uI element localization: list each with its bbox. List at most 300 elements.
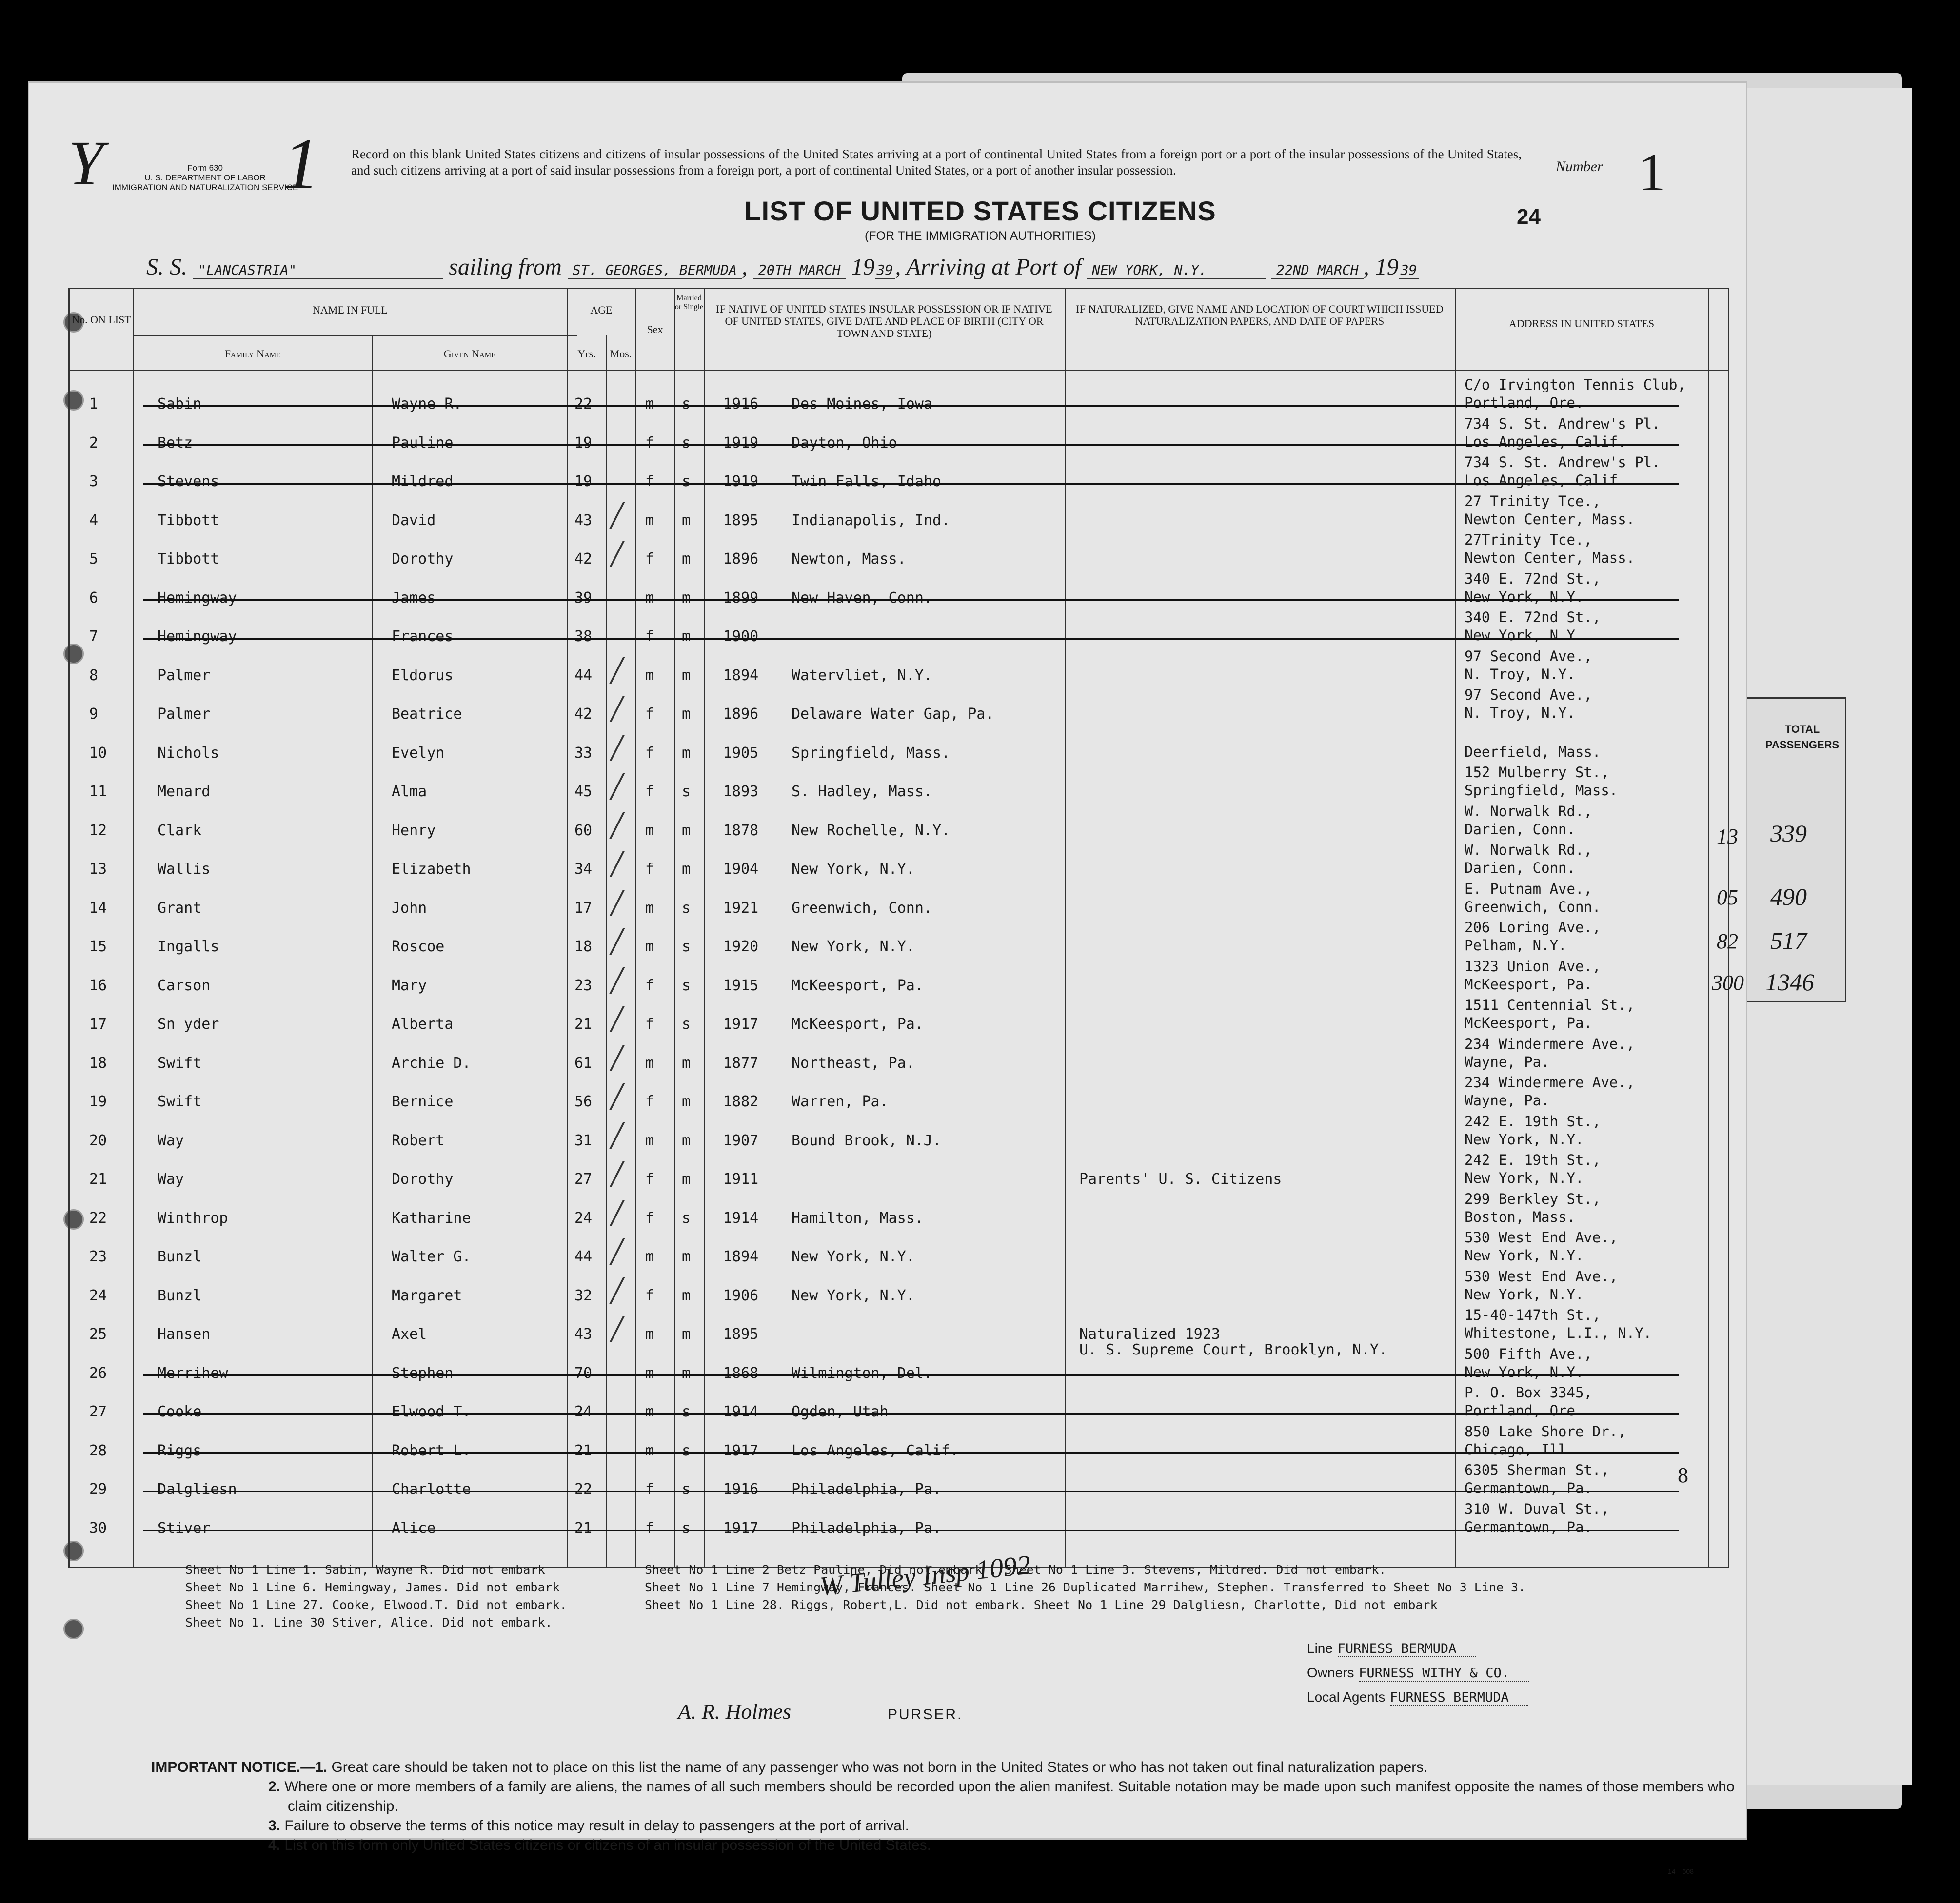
given-name: Stephen xyxy=(392,1364,454,1382)
strikethrough-line xyxy=(143,1374,1679,1376)
form-number: 14—608 xyxy=(1668,1867,1694,1875)
given-name: Wayne R. xyxy=(392,395,462,412)
row-number: 26 xyxy=(89,1364,107,1382)
marital-status: s xyxy=(682,977,691,994)
address-line-1: 734 S. St. Andrew's Pl. xyxy=(1465,454,1661,471)
address-line-2: Whitestone, L.I., N.Y. xyxy=(1465,1325,1652,1341)
header-months: Mos. xyxy=(610,348,632,360)
tick-mark: / xyxy=(611,726,622,769)
address-line-2: New York, N.Y. xyxy=(1465,588,1584,605)
family-name: Tibbott xyxy=(158,550,219,568)
marital-status: m xyxy=(682,1171,691,1188)
marital-status: m xyxy=(682,550,691,568)
header-address: ADDRESS IN UNITED STATES xyxy=(1508,317,1655,330)
age-years: 60 xyxy=(574,822,593,839)
marital-status: s xyxy=(682,783,691,800)
birth-year: 1868 xyxy=(723,1364,759,1382)
form-instructions: Record on this blank United States citizens and citizens of insular possessions of the United States arriving at a port of continental United States from a foreign port or a port of the insular possessions of the United States, and such citizens arriving at a port of said insular possessions from a foreign port, a port of continental United States, or a port of another insular possession. xyxy=(351,147,1522,177)
notice-lead: IMPORTANT NOTICE. xyxy=(151,1759,301,1775)
notes-left xyxy=(185,1561,567,1631)
age-years: 38 xyxy=(574,628,593,645)
family-name: Winthrop xyxy=(158,1209,228,1227)
birth-place: New York, N.Y. xyxy=(792,1287,915,1304)
age-years: 44 xyxy=(574,667,593,684)
row-number: 15 xyxy=(89,938,107,955)
row-number: 28 xyxy=(89,1442,107,1459)
address-line-2: N. Troy, N.Y. xyxy=(1465,666,1575,683)
ship-name: "LANCASTRIA" xyxy=(193,262,443,279)
sex: m xyxy=(645,938,654,955)
marital-status: s xyxy=(682,1519,691,1537)
ss-label: S. S. xyxy=(146,254,187,280)
age-years: 19 xyxy=(574,434,593,451)
birth-place: New Rochelle, N.Y. xyxy=(792,822,950,839)
birth-year: 1914 xyxy=(723,1209,759,1227)
given-name: Beatrice xyxy=(392,706,462,723)
given-name: Robert L. xyxy=(392,1442,471,1459)
sailing-label: sailing from xyxy=(449,254,562,280)
tally-heading xyxy=(1765,722,1839,753)
given-name: Alberta xyxy=(392,1016,454,1033)
departure-date: 20TH MARCH xyxy=(753,262,846,279)
tick-mark: / xyxy=(611,1153,622,1196)
sex: m xyxy=(645,589,654,607)
marital-status: s xyxy=(682,899,691,917)
birth-year: 1915 xyxy=(723,977,759,994)
given-name: Charlotte xyxy=(392,1481,471,1498)
sheet-number: 24 xyxy=(1517,205,1541,229)
family-name: Palmer xyxy=(158,706,211,723)
sex: f xyxy=(645,1287,654,1304)
sex: f xyxy=(645,1171,654,1188)
address-line-1: 27 Trinity Tce., xyxy=(1465,492,1601,510)
tally-left-value: 13 xyxy=(1717,824,1738,848)
address-line-1: W. Norwalk Rd., xyxy=(1465,803,1592,820)
family-name: Riggs xyxy=(158,1442,202,1459)
header-no: No. ON LIST xyxy=(72,314,131,326)
birth-place: McKeesport, Pa. xyxy=(792,1016,924,1033)
row-number: 18 xyxy=(89,1054,107,1072)
family-name: Carson xyxy=(158,977,211,994)
marital-status: s xyxy=(682,434,691,451)
sex: f xyxy=(645,628,654,645)
strikethrough-line xyxy=(143,638,1679,640)
form-id-line: IMMIGRATION AND NATURALIZATION SERVICE xyxy=(112,183,298,192)
given-name: Robert xyxy=(392,1132,445,1149)
row-number: 5 xyxy=(89,550,99,568)
address-line-2: Germantown, Pa. xyxy=(1465,1480,1592,1496)
year-prefix: 19 xyxy=(851,254,875,280)
age-years: 43 xyxy=(574,511,593,529)
birth-place: Ogden, Utah xyxy=(792,1403,889,1420)
strikethrough-line xyxy=(143,599,1679,601)
marital-status: m xyxy=(682,1326,691,1343)
tick-mark: / xyxy=(611,648,622,692)
birth-place: New York, N.Y. xyxy=(792,938,915,955)
address-line-1: 6305 Sherman St., xyxy=(1465,1462,1609,1478)
given-name: Archie D. xyxy=(392,1054,471,1072)
note-line: Sheet No 1. Line 30 Stiver, Alice. Did not embark. xyxy=(185,1615,553,1629)
tick-mark: / xyxy=(611,687,622,730)
sex: m xyxy=(645,1442,654,1459)
number-value: 1 xyxy=(1639,142,1665,202)
age-years: 43 xyxy=(574,1326,593,1343)
row-number: 1 xyxy=(89,395,99,412)
strikethrough-line xyxy=(143,1491,1679,1492)
row-number: 25 xyxy=(89,1326,107,1343)
tick-mark: / xyxy=(611,998,622,1040)
notice-item-number: 3. xyxy=(268,1818,281,1834)
note-line: Sheet No 1 Line 2 Betz Pauline, Did not embark . Sheet No 1 Line 3. Stevens, Mildred. Did not embark. xyxy=(645,1563,1386,1577)
marital-status: m xyxy=(682,822,691,839)
tally-value: 1346 xyxy=(1765,968,1814,996)
address-line-1: 734 S. St. Andrew's Pl. xyxy=(1465,415,1661,432)
sex: m xyxy=(645,1403,654,1420)
family-name: Swift xyxy=(158,1093,202,1110)
age-years: 18 xyxy=(574,938,593,955)
sex: f xyxy=(645,1209,654,1227)
address-line-1: 850 Lake Shore Dr., xyxy=(1465,1423,1626,1440)
notice-item-text: Where one or more members of a family are aliens, the names of all such members should be recorded upon the alien manifest. Suitable notation may be made upon such manifest opposite the names of those members who claim citizenship. xyxy=(284,1779,1735,1814)
marital-status: s xyxy=(682,1016,691,1033)
address-line-2: Springfield, Mass. xyxy=(1465,782,1618,799)
marital-status: m xyxy=(682,511,691,529)
age-years: 19 xyxy=(574,473,593,490)
address-line-2: Germantown, Pa. xyxy=(1465,1518,1592,1535)
notes-right xyxy=(645,1561,1525,1614)
address-line-2: Deerfield, Mass. xyxy=(1465,743,1601,760)
given-name: Dorothy xyxy=(392,1171,454,1188)
sex: m xyxy=(645,1248,654,1265)
note-line: Sheet No 1 Line 1. Sabin, Wayne R. Did not embark xyxy=(185,1563,545,1577)
birth-place: Hamilton, Mass. xyxy=(792,1209,924,1227)
sex: f xyxy=(645,861,654,878)
tally-value: 517 xyxy=(1770,927,1807,954)
birth-place: Delaware Water Gap, Pa. xyxy=(792,706,994,723)
family-name: Bunzl xyxy=(158,1287,202,1304)
address-line-2: Chicago, Ill. xyxy=(1465,1441,1575,1458)
age-years: 70 xyxy=(574,1364,593,1382)
marital-status: s xyxy=(682,1403,691,1420)
row-number: 14 xyxy=(89,899,107,917)
family-name: Cooke xyxy=(158,1403,202,1420)
birth-place: Dayton, Ohio xyxy=(792,434,897,451)
birth-year: 1907 xyxy=(723,1132,759,1149)
birth-year: 1904 xyxy=(723,861,759,878)
marital-status: m xyxy=(682,1093,691,1110)
sex: f xyxy=(645,434,654,451)
family-name: Betz xyxy=(158,434,193,451)
naturalization: Naturalized 1923 xyxy=(1079,1326,1220,1343)
form-id-line: Form 630 xyxy=(187,163,223,173)
age-years: 42 xyxy=(574,550,593,568)
tick-mark: / xyxy=(611,532,622,575)
address-line-2: New York, N.Y. xyxy=(1465,1363,1584,1380)
address-line-1: 27Trinity Tce., xyxy=(1465,531,1592,548)
tick-mark: / xyxy=(611,493,622,537)
birth-year: 1914 xyxy=(723,1403,759,1420)
age-years: 32 xyxy=(574,1287,593,1304)
column-rule xyxy=(133,289,134,1567)
birth-year: 1893 xyxy=(723,783,759,800)
marital-status: s xyxy=(682,1442,691,1459)
sex: f xyxy=(645,550,654,568)
birth-place: McKeesport, Pa. xyxy=(792,977,924,994)
purser-label: PURSER. xyxy=(888,1707,963,1723)
given-name: Henry xyxy=(392,822,436,839)
family-name: Hemingway xyxy=(158,589,237,607)
inspector-signature: W Tulley Insp 1092 xyxy=(818,1550,1032,1602)
birth-year: 1894 xyxy=(723,1248,759,1265)
notice-item-text: Great care should be taken not to place on this list the name of any passenger who was not born in the United States or who has not taken out final naturalization papers. xyxy=(331,1759,1428,1775)
age-years: 22 xyxy=(574,395,593,412)
sex: m xyxy=(645,1326,654,1343)
row-number: 2 xyxy=(89,434,99,451)
given-name: Axel xyxy=(392,1326,427,1343)
header-rule xyxy=(70,370,1728,371)
address-line-1: P. O. Box 3345, xyxy=(1465,1384,1592,1401)
given-name: Katharine xyxy=(392,1209,471,1227)
header-married-single: Married or Single xyxy=(674,294,704,311)
sex: m xyxy=(645,899,654,917)
marital-status: m xyxy=(682,667,691,684)
birth-place: Wilmington, Del. xyxy=(792,1364,932,1382)
marital-status: s xyxy=(682,473,691,490)
strikethrough-line xyxy=(143,1452,1679,1454)
birth-place: S. Hadley, Mass. xyxy=(792,783,932,800)
marital-status: m xyxy=(682,1364,691,1382)
tally-value: 490 xyxy=(1770,883,1807,910)
address-line-1: 234 Windermere Ave., xyxy=(1465,1074,1635,1091)
age-years: 39 xyxy=(574,589,593,607)
address-line-1: W. Norwalk Rd., xyxy=(1465,842,1592,858)
age-years: 21 xyxy=(574,1016,593,1033)
row-number: 11 xyxy=(89,783,107,800)
strikethrough-line xyxy=(143,405,1679,407)
marital-status: m xyxy=(682,1054,691,1072)
tally-value: 339 xyxy=(1770,820,1807,847)
family-name: Ingalls xyxy=(158,938,219,955)
marital-status: m xyxy=(682,1248,691,1265)
departure-port: ST. GEORGES, BERMUDA xyxy=(568,262,742,279)
address-line-2: Darien, Conn. xyxy=(1465,860,1575,876)
header-given-name: Given Name xyxy=(443,348,496,360)
page-subtitle: (FOR THE IMMIGRATION AUTHORITIES) xyxy=(864,229,1096,243)
tick-mark: / xyxy=(611,1230,622,1273)
form-id-line: U. S. DEPARTMENT OF LABOR xyxy=(144,173,266,182)
birth-place: Indianapolis, Ind. xyxy=(792,511,950,529)
tick-mark: / xyxy=(611,1036,622,1079)
family-name: Nichols xyxy=(158,744,219,762)
age-years: 31 xyxy=(574,1132,593,1149)
row-number: 12 xyxy=(89,822,107,839)
family-name: Swift xyxy=(158,1054,202,1072)
arrival-date: 22ND MARCH xyxy=(1271,262,1364,279)
marital-status: m xyxy=(682,861,691,878)
tick-mark: / xyxy=(611,881,622,924)
birth-place: Watervliet, N.Y. xyxy=(792,667,932,684)
strikethrough-line xyxy=(143,1413,1679,1415)
address-line-2: Darien, Conn. xyxy=(1465,821,1575,838)
birth-year: 1917 xyxy=(723,1442,759,1459)
marital-status: m xyxy=(682,628,691,645)
marital-status: s xyxy=(682,1481,691,1498)
row-number: 13 xyxy=(89,861,107,878)
given-name: Dorothy xyxy=(392,550,454,568)
age-years: 22 xyxy=(574,1481,593,1498)
sex: f xyxy=(645,1519,654,1537)
birth-place: Greenwich, Conn. xyxy=(792,899,932,917)
family-name: Menard xyxy=(158,783,211,800)
sex: f xyxy=(645,706,654,723)
address-line-1: 234 Windermere Ave., xyxy=(1465,1035,1635,1052)
sex: m xyxy=(645,667,654,684)
family-name: Wallis xyxy=(158,861,211,878)
family-name: Sn yder xyxy=(158,1016,219,1033)
marital-status: m xyxy=(682,1132,691,1149)
sex: f xyxy=(645,977,654,994)
address-line-1: 206 Loring Ave., xyxy=(1465,919,1601,936)
given-name: Walter G. xyxy=(392,1248,471,1265)
address-line-1: 152 Mulberry St., xyxy=(1465,764,1609,781)
address-line-1: 500 Fifth Ave., xyxy=(1465,1345,1592,1362)
row-number: 7 xyxy=(89,628,99,645)
passenger-table xyxy=(68,288,1729,1568)
row-number: 3 xyxy=(89,473,99,490)
sex: m xyxy=(645,1364,654,1382)
notice-item-text: List on this form only United States citizens or citizens of an insular possession of the United States. xyxy=(284,1837,931,1853)
note-line: Sheet No 1 Line 7 Hemingway, Frances. Sheet No 1 Line 26 Duplicated Marrihew, Stephen. Transferred to Sheet No 3 Line 3. xyxy=(645,1580,1526,1594)
address-line-2: New York, N.Y. xyxy=(1465,1131,1584,1148)
birth-year: 1878 xyxy=(723,822,759,839)
address-line-2: Greenwich, Conn. xyxy=(1465,898,1601,915)
strikethrough-line xyxy=(143,1530,1679,1531)
voyage-line: S. S. "LANCASTRIA" sailing from ST. GEORGES, BERMUDA , 20TH MARCH 19 39, Arriving at Port of NEW YORK, N.Y. 22ND MARCH , 19 39 xyxy=(146,254,1419,280)
birth-place: Northeast, Pa. xyxy=(792,1054,915,1072)
given-name: Mildred xyxy=(392,473,454,490)
birth-year: 1905 xyxy=(723,744,759,762)
birth-place: Twin Falls, Idaho xyxy=(792,473,942,490)
birth-place: Los Angeles, Calif. xyxy=(792,1442,959,1459)
side-number: 8 xyxy=(1678,1463,1688,1487)
tick-mark: / xyxy=(611,1308,622,1351)
address-line-2: Los Angeles, Calif. xyxy=(1465,433,1626,450)
age-years: 27 xyxy=(574,1171,593,1188)
tally-head-total: TOTAL xyxy=(1784,723,1820,735)
birth-year: 1916 xyxy=(723,395,759,412)
tally-left-value: 300 xyxy=(1712,971,1744,995)
given-name: James xyxy=(392,589,436,607)
birth-place: New York, N.Y. xyxy=(792,861,915,878)
punch-hole xyxy=(63,1619,84,1639)
address-line-2: Wayne, Pa. xyxy=(1465,1092,1550,1109)
birth-year: 1877 xyxy=(723,1054,759,1072)
birth-year: 1917 xyxy=(723,1016,759,1033)
age-years: 23 xyxy=(574,977,593,994)
age-years: 61 xyxy=(574,1054,593,1072)
arrival-year: 39 xyxy=(1399,262,1419,279)
birth-year: 1896 xyxy=(723,706,759,723)
tick-mark: / xyxy=(611,1075,622,1118)
birth-place: New York, N.Y. xyxy=(792,1248,915,1265)
line-label: Line xyxy=(1307,1641,1333,1656)
notice-item xyxy=(151,1777,1736,1816)
tick-mark: / xyxy=(611,804,622,847)
corner-mark: Y xyxy=(68,128,104,198)
birth-place: New Haven, Conn. xyxy=(792,589,932,607)
address-line-1: 340 E. 72nd St., xyxy=(1465,609,1601,626)
birth-year: 1896 xyxy=(723,550,759,568)
form-identifier xyxy=(112,163,298,193)
note-line: Sheet No 1 Line 27. Cooke, Elwood.T. Did not embark. xyxy=(185,1598,567,1612)
birth-year: 1894 xyxy=(723,667,759,684)
arriving-label: Arriving at Port of xyxy=(906,254,1082,280)
sex: f xyxy=(645,1481,654,1498)
family-name: Way xyxy=(158,1171,184,1188)
address-line-2: N. Troy, N.Y. xyxy=(1465,705,1575,721)
address-line-2: Newton Center, Mass. xyxy=(1465,549,1635,566)
owners-value: FURNESS WITHY & CO. xyxy=(1359,1666,1529,1682)
family-name: Merrihew xyxy=(158,1364,228,1382)
age-years: 34 xyxy=(574,861,593,878)
address-line-2: McKeesport, Pa. xyxy=(1465,976,1592,993)
given-name: Evelyn xyxy=(392,744,445,762)
row-number: 6 xyxy=(89,589,99,607)
age-years: 42 xyxy=(574,706,593,723)
notice-item xyxy=(151,1836,1736,1855)
tally-head-passengers: PASSENGERS xyxy=(1765,739,1840,751)
tally-left-value: 05 xyxy=(1717,885,1738,909)
row-number: 29 xyxy=(89,1481,107,1498)
row-number: 24 xyxy=(89,1287,107,1304)
tick-mark: / xyxy=(611,959,622,1002)
age-years: 24 xyxy=(574,1403,593,1420)
address-line-2: Portland, Ore. xyxy=(1465,1402,1584,1419)
family-name: Palmer xyxy=(158,667,211,684)
address-line-2: Boston, Mass. xyxy=(1465,1208,1575,1225)
tally-left-value: 82 xyxy=(1717,929,1738,953)
given-name: Pauline xyxy=(392,434,454,451)
tick-mark: / xyxy=(611,1269,622,1312)
sex: f xyxy=(645,1016,654,1033)
family-name: Hansen xyxy=(158,1326,211,1343)
birth-year: 1911 xyxy=(723,1171,759,1188)
birth-year: 1899 xyxy=(723,589,759,607)
birth-year: 1919 xyxy=(723,434,759,451)
tick-mark: / xyxy=(611,920,622,963)
sex: m xyxy=(645,395,654,412)
row-number: 19 xyxy=(89,1093,107,1110)
header-age: AGE xyxy=(590,304,613,316)
age-years: 45 xyxy=(574,783,593,800)
sex: f xyxy=(645,783,654,800)
row-number: 9 xyxy=(89,706,99,723)
sex: f xyxy=(645,744,654,762)
family-name: Tibbott xyxy=(158,511,219,529)
address-line-1: 15-40-147th St., xyxy=(1465,1307,1601,1323)
given-name: David xyxy=(392,511,436,529)
age-years: 33 xyxy=(574,744,593,762)
marital-status: m xyxy=(682,1287,691,1304)
note-line: Sheet No 1 Line 28. Riggs, Robert,L. Did not embark. Sheet No 1 Line 29 Dalgliesn, Charlotte, Did not embark xyxy=(645,1598,1438,1612)
row-rule xyxy=(133,335,577,336)
departure-year: 39 xyxy=(875,262,895,279)
arrival-port: NEW YORK, N.Y. xyxy=(1087,262,1266,279)
given-name: Mary xyxy=(392,977,427,994)
owners-field xyxy=(1307,1665,1529,1681)
birth-year: 1917 xyxy=(723,1519,759,1537)
address-line-1: 530 West End Ave., xyxy=(1465,1268,1618,1285)
